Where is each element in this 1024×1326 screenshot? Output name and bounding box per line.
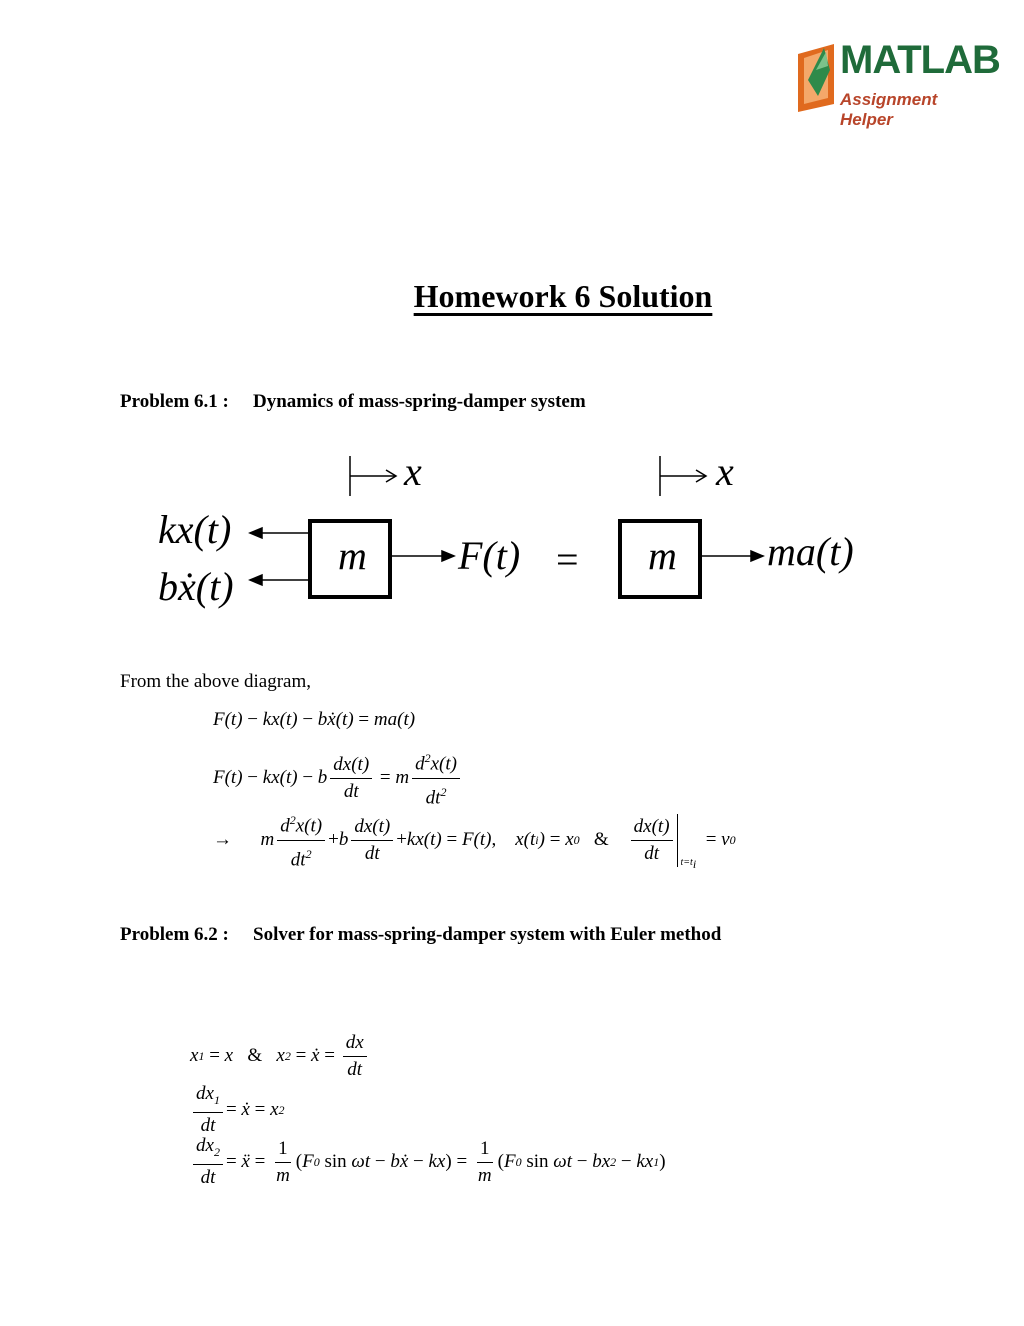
damper-force-arrow — [250, 575, 310, 585]
logo-subtitle: Assignment Helper — [840, 90, 938, 129]
inertial-force-arrow — [701, 551, 763, 561]
equals-sign: = — [556, 537, 579, 582]
applied-force-label: F(t) — [458, 533, 521, 578]
state-definition-equation: x 1 = x & x 2 = ẋ = $\frac{dx}{dt}$ — [190, 1028, 370, 1084]
inertial-force-label: ma(t) — [767, 529, 854, 574]
x-label-right: x — [716, 449, 734, 494]
x-label-left: x — [404, 449, 422, 494]
equation-1: F(t) − kx(t) − bẋ(t) = ma(t) — [213, 709, 416, 730]
logo-title: MATLAB — [840, 38, 1000, 82]
mass-label-right: m — [648, 533, 677, 578]
mass-label-left: m — [338, 533, 367, 578]
applied-force-arrow — [391, 551, 454, 561]
problem-1-heading: Dynamics of mass-spring-damper system — [253, 391, 586, 412]
problem-2-heading: Solver for mass-spring-damper system with Euler method — [253, 924, 722, 945]
page-title: Homework 6 Solution — [413, 278, 713, 314]
state-equation-1: $\frac{dx_1}{dt}$ = ẋ = x 2 — [190, 1082, 285, 1138]
spring-force-arrow — [250, 528, 310, 538]
x-direction-arrow-right — [660, 456, 706, 496]
spring-force-label: kx(t) — [158, 507, 232, 552]
equation-2: F(t) − kx(t) − b $\frac{dx(t)}{dt}$ = m $\frac{d^2x(t)}{dt^2}$ — [213, 750, 463, 806]
damper-force-label: bẋ(t) — [158, 564, 234, 609]
problem-2-number: Problem 6.2 : — [120, 924, 229, 945]
state-equation-2: $\frac{dx_2}{dt}$ = ẍ = $\frac{1}{m}$ ( F 0 sin ωt − bẋ − kx ) = $\frac{1}{m}$ ( F 0 sin ωt − bx 2 − kx 1 ) — [190, 1134, 666, 1190]
matlab-logo-icon — [794, 40, 840, 114]
equation-3: → m $\frac{d^2x(t)}{dt^2}$ + b $\frac{dx(t)}{dt}$ + kx(t) = F(t) , x(t i ) = x 0 & $\frac{dx(t)}{dt}$ $t=t_i$ = v 0 — [213, 810, 736, 870]
matlab-logo — [790, 38, 1000, 129]
problem-1-number: Problem 6.1 : — [120, 391, 229, 412]
x-direction-arrow-left — [350, 456, 396, 496]
from-diagram-text: From the above diagram, — [120, 671, 312, 692]
